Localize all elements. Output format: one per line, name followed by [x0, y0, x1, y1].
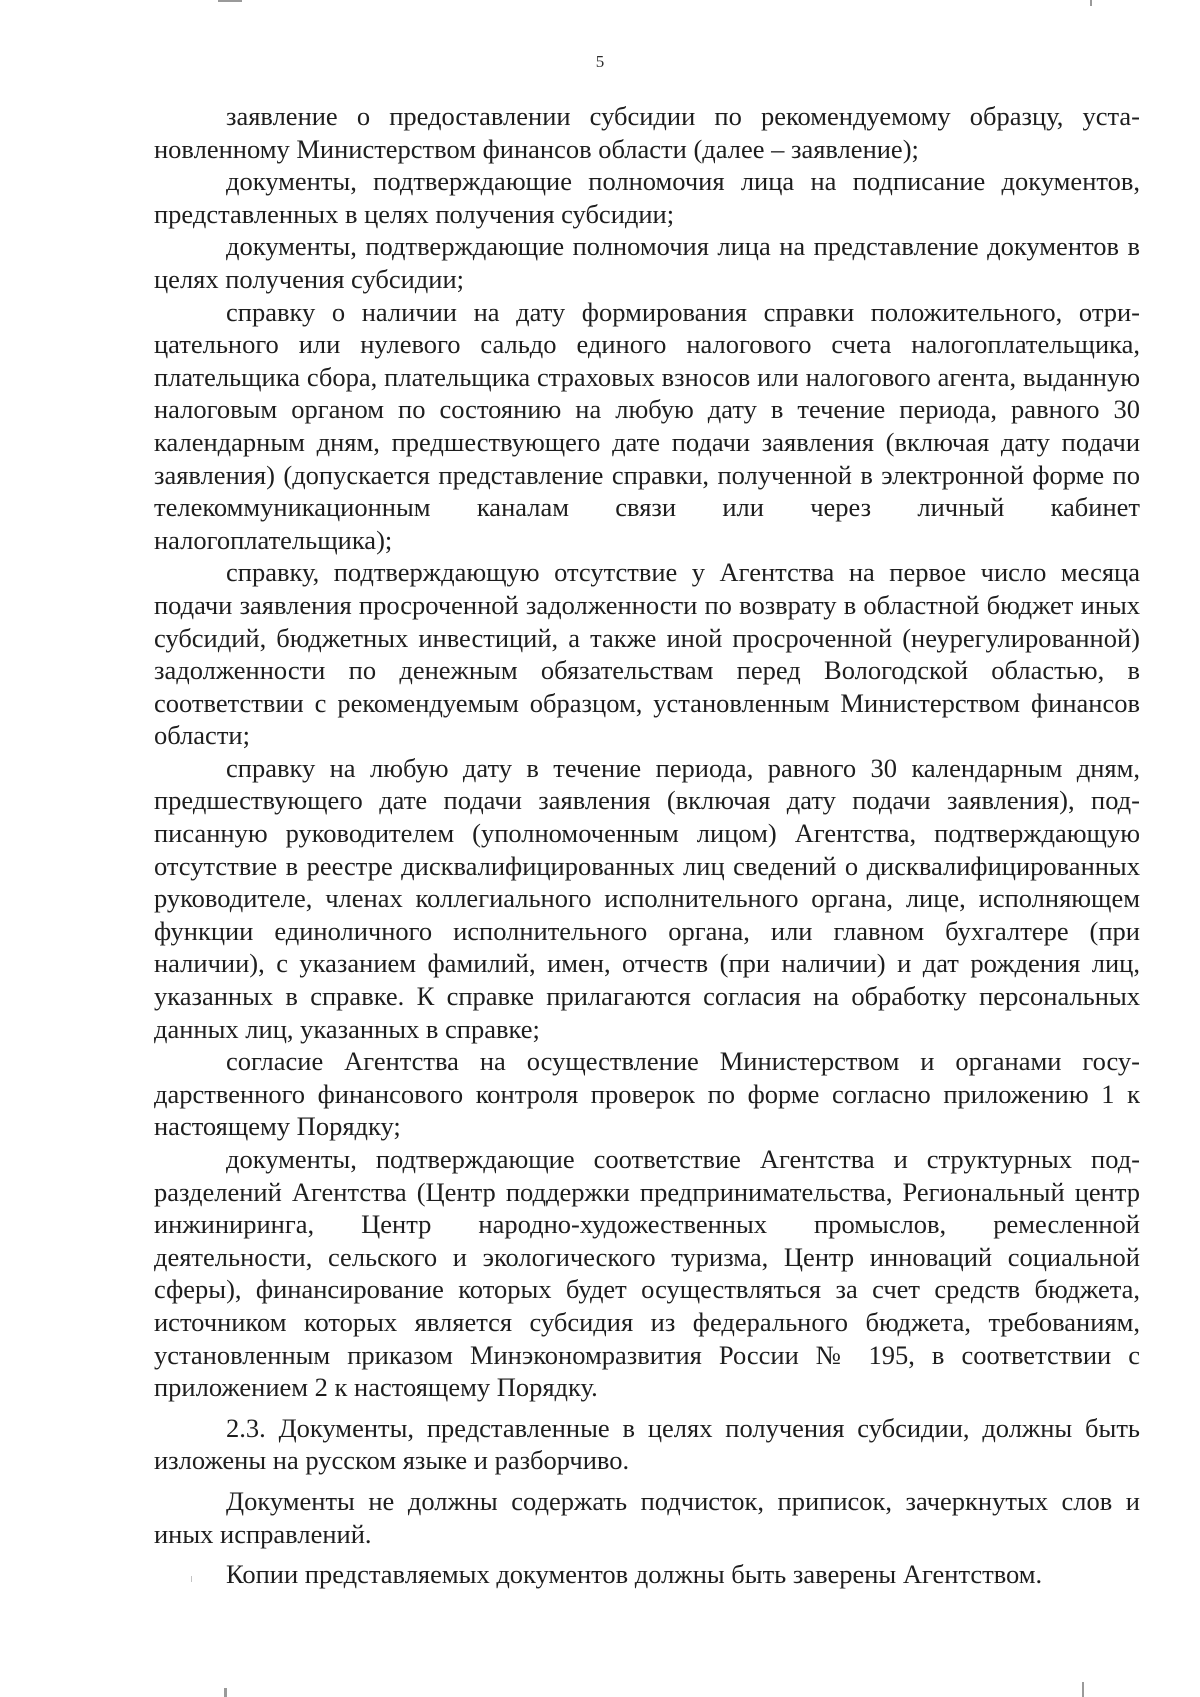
paragraph-disqualification-certificate: справку на любую дату в течение периода, равного 30 календарным дням, предшествующего дате подачи заявления (включая дату подачи заявления), подписанную руководителем (уполномоченным лицом) Агентства, подтверждающую отсутствие в реестре дисквалифицированных лиц сведений о дисквалифицированных руководителе, членах коллегиального исполнительного органа, лице, исполняющем функции единоличного исполнительного органа, или главном бухгалтере (при наличии), с указанием фамилий, имен, отчеств (при наличии) и дат рождения лиц, указанных в справке. К справке прилагаются согласия на обработку персональных данных лиц, указанных в справке;: [154, 752, 1140, 1044]
paragraph-audit-consent: согласие Агентства на осуществление Министерством и органами государственного финансового контроля проверок по форме согласно приложению 1 к настоящему Порядку;: [154, 1046, 1140, 1142]
paragraph-2-3-language: 2.3. Документы, представленные в целях получения субсидии, должны быть изложены на русском языке и разборчиво.: [154, 1412, 1140, 1476]
paragraph-application-form: заявление о предоставлении субсидии по рекомендуемому образцу, установленному Министерством финансов области (далее – заявление);: [154, 101, 1140, 164]
paragraph-no-corrections: Документы не должны содержать подчисток, приписок, зачеркнутых слов и иных исправлений.: [154, 1485, 1140, 1549]
paragraph-submission-authority: документы, подтверждающие полномочия лица на представление документов в целях получения субсидии;: [154, 231, 1140, 294]
scan-artifact: [1090, 0, 1092, 6]
document-body: [154, 100, 1140, 1591]
paragraph-compliance-documents: документы, подтверждающие соответствие Агентства и структурных подразделений Агентства (Центр поддержки предпринимательства, Региональный центр инжиниринга, Центр народно-художественных промыслов, ремесленной деятельности, сельского и экологического туризма, Центр инноваций социальной сферы), финансирование которых будет осуществляться за счет средств бюджета, источником которых является субсидия из федерального бюджета, требованиям, установленным приказом Минэкономразвития России № 195, в соответствии с приложением 2 к настоящему Порядку.: [154, 1144, 1140, 1403]
scan-artifact: [218, 0, 242, 2]
paragraph-certified-copies: Копии представляемых документов должны быть заверены Агентством.: [226, 1559, 1043, 1590]
scan-artifact: [224, 1688, 227, 1697]
scan-artifact: [1082, 1682, 1084, 1697]
page-number: 5: [595, 52, 605, 71]
paragraph-no-debt-certificate: справку, подтверждающую отсутствие у Агентства на первое число месяца подачи заявления просроченной задолженности по возврату в областной бюджет иных субсидий, бюджетных инвестиций, а также иной просроченной (неурегулированной) задолженности по денежным обязательствам перед Вологодской областью, в соответствии с рекомендуемым образцом, установленным Министерством финансов области;: [154, 557, 1140, 751]
paragraph-tax-balance-certificate: справку о наличии на дату формирования справки положительного, отрицательного или нулевого сальдо единого налогового счета налогоплательщика, плательщика сбора, плательщика страховых взносов или налогового агента, выданную налоговым органом по состоянию на любую дату в течение периода, равного 30 календарным дням, предшествующего дате подачи заявления (включая дату подачи заявления) (допускается представление справки, полученной в электронной форме по телекоммуникационным каналам связи или через личный кабинет налогоплательщика);: [154, 296, 1140, 555]
paragraph-signing-authority: документы, подтверждающие полномочия лица на подписание документов, представленных в целях получения субсидии;: [154, 166, 1140, 229]
scan-artifact: [191, 1576, 192, 1582]
